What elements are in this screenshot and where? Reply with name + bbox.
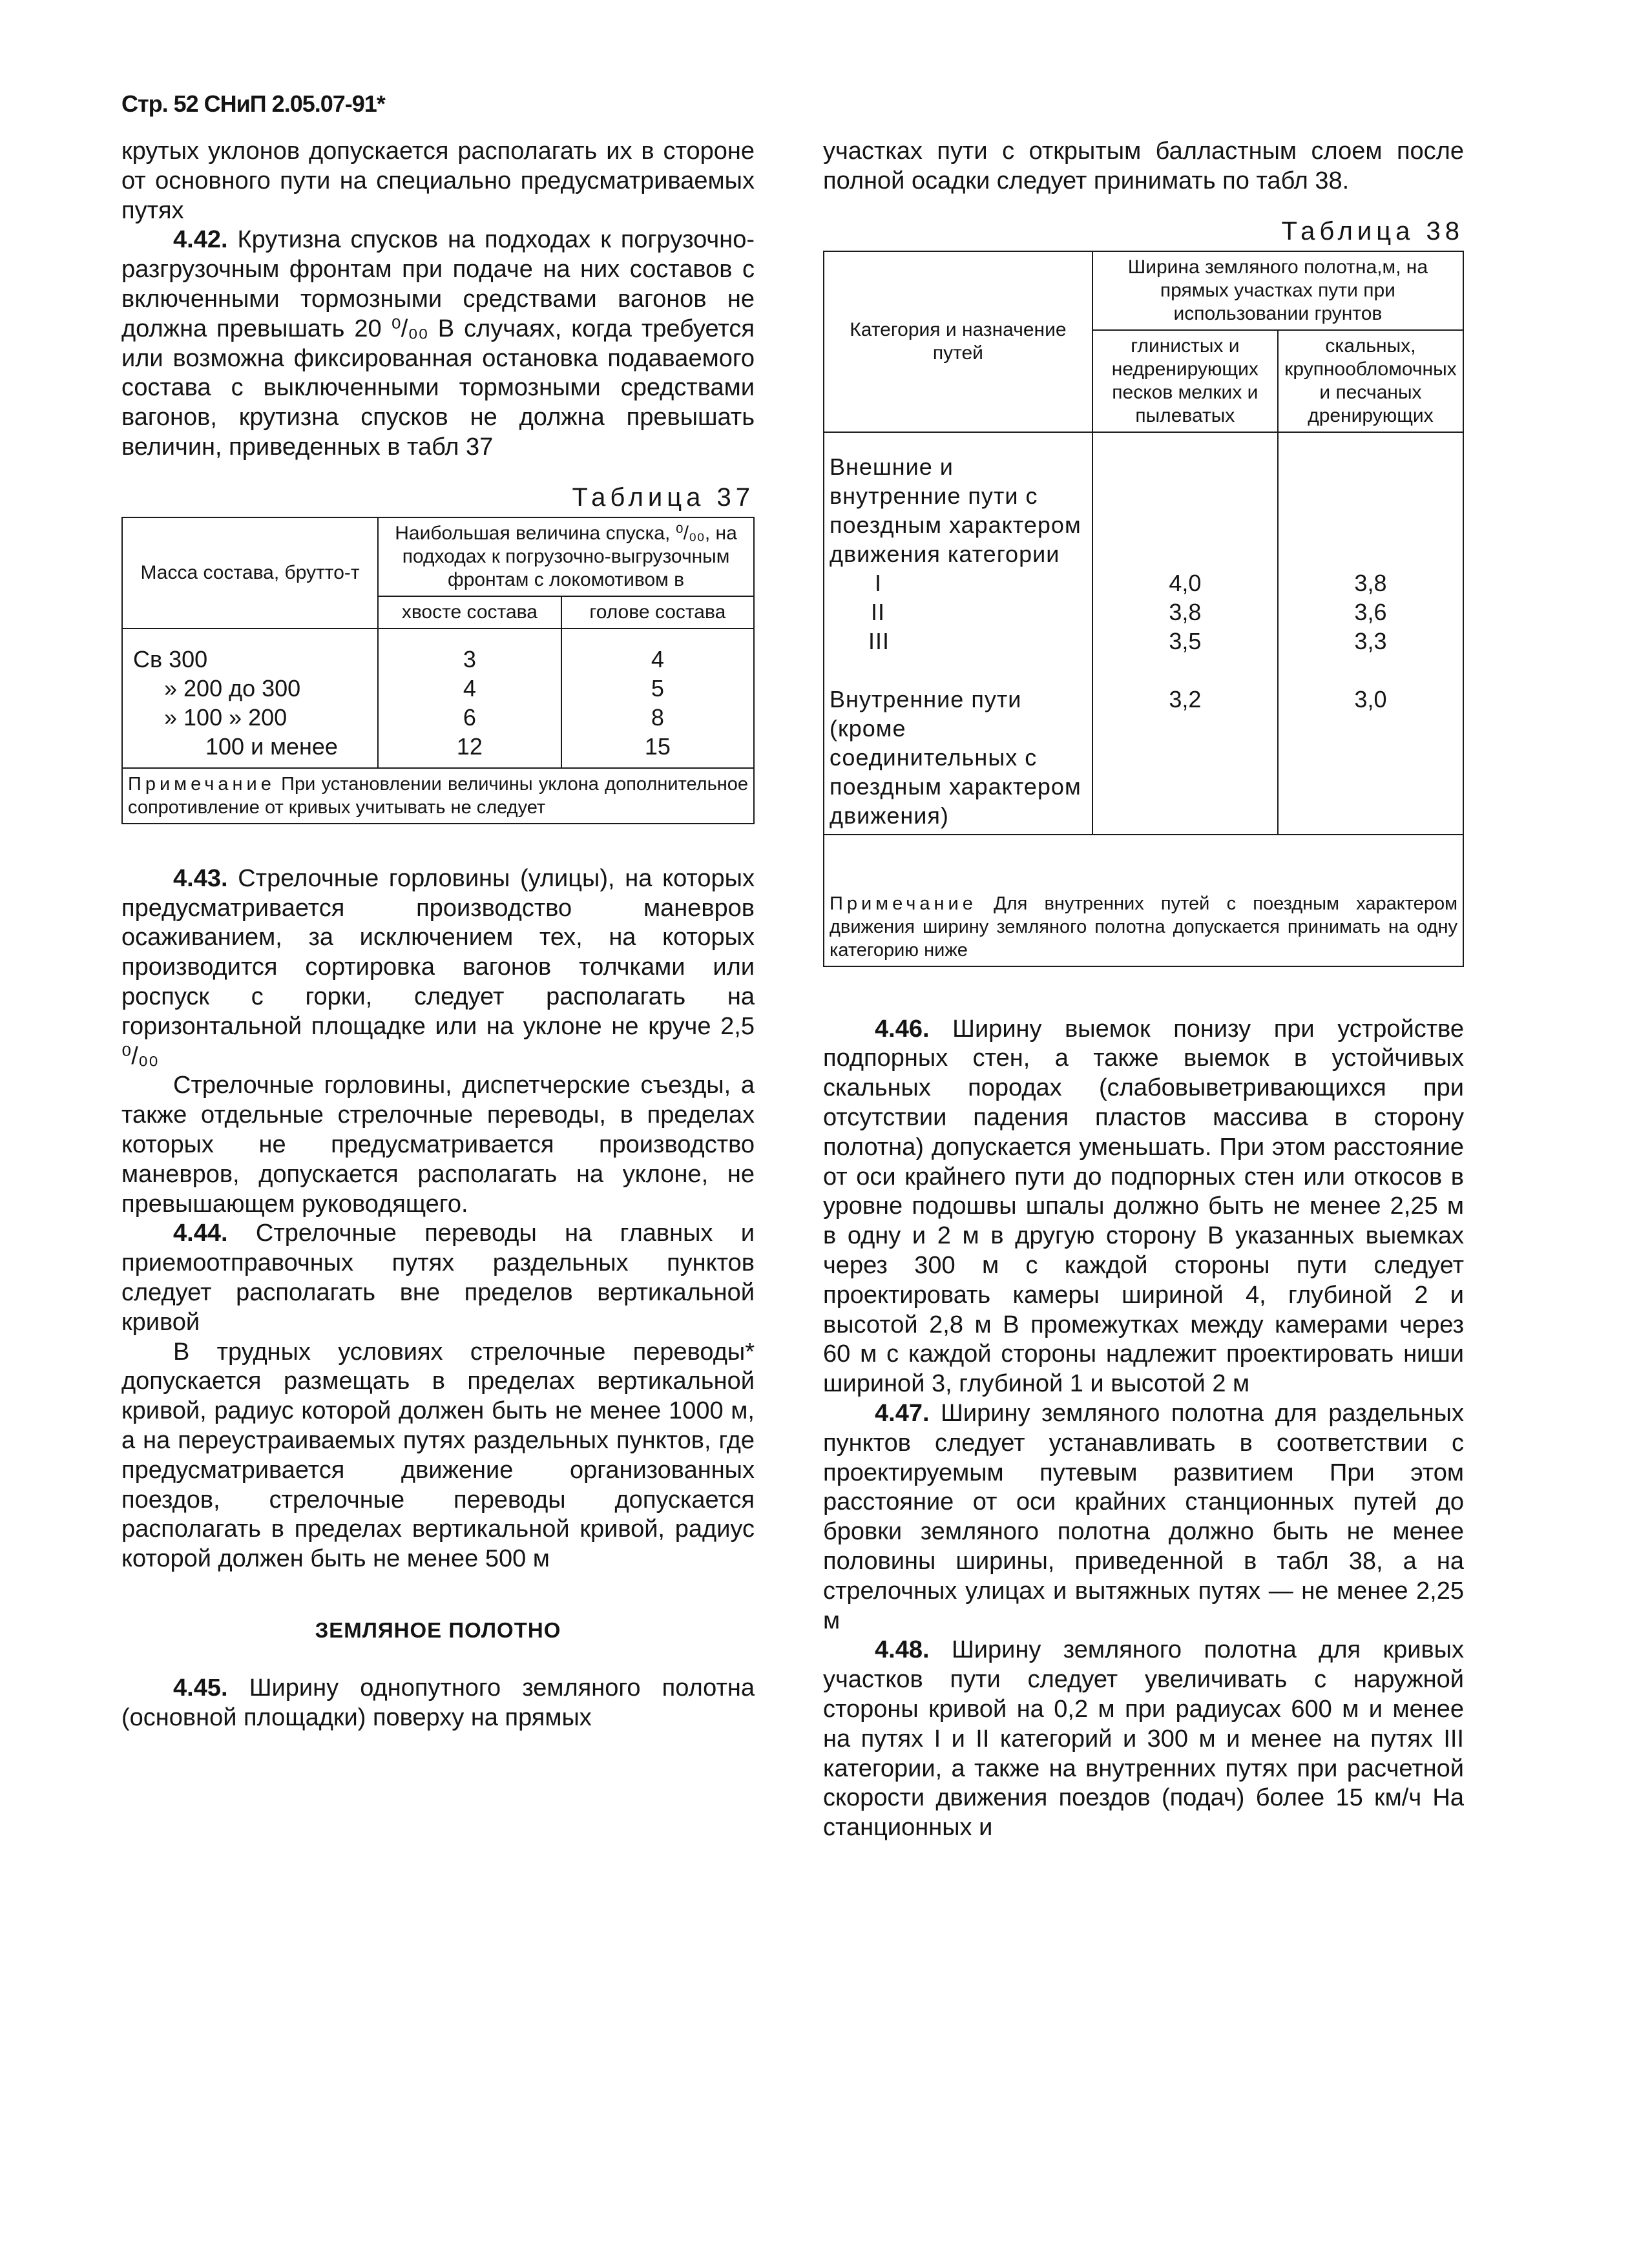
paragraph-4-47 xyxy=(823,1399,1464,1636)
category-iii: III xyxy=(868,627,890,654)
note-text: Для внутренних путей с поездным характером движения ширину земляного полотна допускается принимать на одну категорию ниже xyxy=(830,893,1458,961)
table-37-col-tail-header: хвосте состава xyxy=(378,596,561,629)
table-37-col-mass-header: Масса состава, брутто-т xyxy=(122,517,378,629)
left-column xyxy=(121,137,755,1732)
table-37-caption: Таблица 37 xyxy=(572,483,755,512)
clause-text: Крутизна спусков на подходах к погрузочно-разгрузочным фронтам при подаче на них составов с включенными тормозными средствами вагонов не должна превышать 20 ⁰/₀₀ В случаях, когда требуется или возможна фиксированная остановка подаваемого состава с выключенными тормозными средствами вагонов, крутизна спусков не должна превышать величин, приведенных в табл 37 xyxy=(121,226,755,461)
clause-number: 4.45. xyxy=(173,1674,228,1701)
table-38-note xyxy=(824,835,1463,966)
table-row-head: 15 xyxy=(644,733,671,760)
table-row-mass: » 200 до 300 xyxy=(164,674,301,702)
section-title: ЗЕМЛЯНОЕ ПОЛОТНО xyxy=(315,1618,561,1642)
table-38-caption: Таблица 38 xyxy=(1281,216,1464,245)
table-37 xyxy=(121,517,755,824)
paragraph-continuation: крутых уклонов допускается располагать их в стороне от основного пути на специально предусматриваемых путях xyxy=(121,138,755,224)
clause-text: Ширину однопутного земляного полотна (основной площадки) поверху на прямых xyxy=(121,1674,755,1731)
value-ii-clay: 3,8 xyxy=(1169,598,1202,625)
table-38-col-clay-header: глинистых и недренирующих песков мелких и пылеватых xyxy=(1092,330,1278,432)
value-ii-rock: 3,6 xyxy=(1354,598,1387,625)
table-row-tail: 3 xyxy=(463,645,476,672)
clause-number: 4.48. xyxy=(875,1636,930,1664)
clause-number: 4.47. xyxy=(875,1399,930,1427)
clause-text: Ширину земляного полотна для раздельных пунктов следует устанавливать в соответствии с проектируемым путевым развитием При этом расстояние от оси крайних станционных путей до бровки земляного полотна должно быть не менее половины ширины, приведенной в табл 38, а на стрелочных улицах и вытяжных путях — не менее 2,25 м xyxy=(823,1399,1464,1634)
running-header: Стр. 52 СНиП 2.05.07-91* xyxy=(121,90,385,117)
table-row-head: 8 xyxy=(651,703,664,731)
paragraph-4-46 xyxy=(823,1015,1464,1399)
clause-text: Стрелочные горловины (улицы), на которых предусматривается производство маневров осаживанием, за исключением тех, на которых производится сортировка вагонов толчками или роспуск с горки, следует располагать на горизонтальной площадке или на уклоне не круче 2,5 ⁰/₀₀ xyxy=(121,864,755,1070)
value-internal-rock: 3,0 xyxy=(1354,685,1387,713)
clause-text: Стрелочные переводы на главных и приемоотправочных путях раздельных пунктов следует располагать вне пределов вертикальной кривой xyxy=(121,1220,755,1336)
paragraph-4-42 xyxy=(121,225,755,462)
row-label-internal: Внутренние пути (кроме соединительных с поездным характером движения) xyxy=(830,685,1081,829)
table-38-col-rock-header: скальных, крупнообломочных и песчаных дренирующих xyxy=(1278,330,1463,432)
table-38-group-header: Ширина земляного полотна,м, на прямых участках пути при использовании грунтов xyxy=(1092,251,1463,330)
clause-text: Ширину земляного полотна для кривых участков пути следует увеличивать с наружной стороны кривой на 0,2 м при радиусах 600 м и менее на путях I и II категорий и 300 м и менее на путях III категории, а также на внутренних путях при расчетной скорости движения поездов (подач) более 15 км/ч На станционных и xyxy=(823,1636,1464,1842)
table-row-mass: Св 300 xyxy=(133,645,208,672)
table-38-rock-cell xyxy=(1278,432,1463,835)
paragraph-4-45 xyxy=(121,1674,755,1733)
clause-number: 4.46. xyxy=(875,1015,930,1043)
clause-number: 4.43. xyxy=(173,864,228,892)
value-iii-rock: 3,3 xyxy=(1354,627,1387,654)
table-row-mass: 100 и менее xyxy=(205,733,338,760)
table-37-tail-cell xyxy=(378,629,561,768)
paragraph-4-44 xyxy=(121,1219,755,1337)
table-row-head: 5 xyxy=(651,674,664,702)
right-column xyxy=(823,137,1464,1843)
value-i-clay: 4,0 xyxy=(1169,569,1202,596)
table-38-clay-cell xyxy=(1092,432,1278,835)
table-row-tail: 6 xyxy=(463,703,476,731)
table-row-head: 4 xyxy=(651,645,664,672)
value-internal-clay: 3,2 xyxy=(1169,685,1202,713)
table-37-col-head-header: голове состава xyxy=(561,596,754,629)
category-i: I xyxy=(875,569,882,596)
table-row-mass: » 100 » 200 xyxy=(164,703,287,731)
table-37-group-header: Наибольшая величина спуска, ⁰/₀₀, на подходах к погрузочно-выгрузочным фронтам с локомотивом в xyxy=(378,517,754,596)
table-row-tail: 4 xyxy=(463,674,476,702)
clause-number: 4.42. xyxy=(173,226,228,254)
paragraph-4-43 xyxy=(121,864,755,1072)
table-37-mass-cell xyxy=(122,629,378,768)
paragraph-4-43-b: Стрелочные горловины, диспетчерские съезды, а также отдельные стрелочные переводы, в пределах которых не предусматривается производство маневров, допускается располагать на уклоне, не превышающем руководящего. xyxy=(121,1072,755,1218)
table-37-head-cell xyxy=(561,629,754,768)
category-ii: II xyxy=(871,598,886,625)
clause-text: Ширину выемок понизу при устройстве подпорных стен, а также выемок в устойчивых скальных породах (слабовыветривающихся при отсутствии падения пластов массива в сторону полотна) допускается уменьшать. При этом расстояние от оси крайнего пути до подпорных стен или откосов в уровне подошвы шпалы должно быть не менее 2,25 м в одну и 2 м в другую сторону В указанных выемках через 300 м с каждой стороны пути следует проектировать камеры шириной 4, глубиной 2 и высотой 2,8 м В промежутках между камерами через 60 м с каждой стороны надлежит проектировать ниши шириной 3, глубиной 1 и высотой 2 м xyxy=(823,1015,1464,1398)
note-text: При установлении величины уклона дополнительное сопротивление от кривых учитывать не следует xyxy=(128,773,748,818)
value-i-rock: 3,8 xyxy=(1354,569,1387,596)
paragraph-4-44-b: В трудных условиях стрелочные переводы* допускается размещать в пределах вертикальной кривой, радиус которой должен быть не менее 1000 м, а на переустраиваемых путях раздельных пунктов, где предусматривается движение организованных поездов, стрелочные переводы допускается располагать в пределах вертикальной кривой, радиус которой должен быть не менее 500 м xyxy=(121,1338,755,1573)
paragraph-4-48 xyxy=(823,1636,1464,1843)
table-38-col-category-header: Категория и назначение путей xyxy=(824,251,1092,432)
note-label: Примечание xyxy=(128,773,275,795)
note-label: Примечание xyxy=(830,893,977,914)
value-iii-clay: 3,5 xyxy=(1169,627,1202,654)
table-37-note xyxy=(122,768,754,824)
paragraph-continuation: участках пути с открытым балластным слоем после полной осадки следует принимать по табл 38. xyxy=(823,138,1464,194)
row-label-external-internal: Внешние и внутренние пути с поездным характером движения категории xyxy=(830,453,1081,567)
table-38 xyxy=(823,251,1464,967)
clause-number: 4.44. xyxy=(173,1220,228,1247)
table-row-tail: 12 xyxy=(456,733,483,760)
table-38-category-cell xyxy=(824,432,1092,835)
